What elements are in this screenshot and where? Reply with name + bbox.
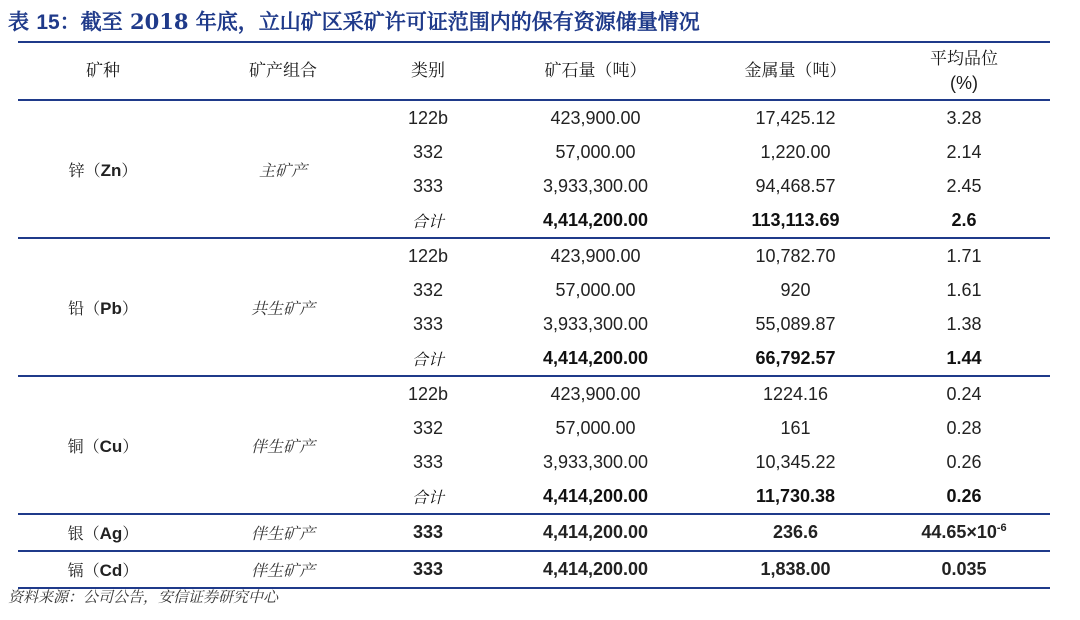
header-ore: 矿石量（吨） <box>478 42 713 100</box>
table-row <box>18 514 1050 551</box>
header-combo: 矿产组合 <box>188 42 378 100</box>
metal-cell: 113,113.69 <box>713 203 878 238</box>
category-cell: 333 <box>378 514 478 551</box>
grade-cell: 0.28 <box>946 417 982 438</box>
table-row <box>18 100 1050 135</box>
header-category: 类别 <box>378 42 478 100</box>
grade-cell: 1.71 <box>946 245 982 266</box>
grade-value: 0.035 <box>941 559 987 579</box>
table-row <box>18 551 1050 588</box>
grade-cell: 0.24 <box>946 383 982 404</box>
category-cell: 122b <box>407 245 449 266</box>
metal-cell: 55,089.87 <box>755 313 836 334</box>
mineral-cell <box>18 551 188 588</box>
table-row <box>18 238 1050 273</box>
mineral-close: ） <box>122 561 139 580</box>
category-cell: 332 <box>412 417 444 438</box>
ore-cell: 4,414,200.00 <box>478 341 713 376</box>
header-mineral: 矿种 <box>18 42 188 100</box>
combo-cell: 伴生矿产 <box>188 551 378 588</box>
category-cell: 122b <box>407 107 449 128</box>
metal-cell: 161 <box>780 417 811 438</box>
mineral-name: 铅（ <box>68 298 101 318</box>
ore-cell: 4,414,200.00 <box>478 551 713 588</box>
metal-cell: 1224.16 <box>762 383 829 404</box>
mineral-close: ） <box>121 160 138 180</box>
category-cell: 332 <box>412 279 444 300</box>
category-cell: 合计 <box>378 203 478 238</box>
mineral-symbol: Cu <box>99 436 123 456</box>
category-cell: 合计 <box>378 341 478 376</box>
grade-cell: 2.14 <box>946 141 982 162</box>
category-cell: 333 <box>378 551 478 588</box>
table-body <box>18 100 1050 588</box>
metal-cell: 10,345.22 <box>755 451 836 472</box>
grade-cell: 2.45 <box>946 175 982 196</box>
grade-cell: 0.26 <box>946 451 982 472</box>
mineral-name: 镉（ <box>67 561 100 580</box>
header-grade-line2: (%) <box>950 72 978 93</box>
metal-cell: 66,792.57 <box>713 341 878 376</box>
ore-cell: 3,933,300.00 <box>542 451 649 472</box>
mineral-cell <box>18 100 188 238</box>
metal-cell: 10,782.70 <box>755 245 836 266</box>
mineral-cell <box>18 238 188 376</box>
ore-cell: 423,900.00 <box>550 107 641 128</box>
category-cell: 122b <box>407 383 449 404</box>
ore-cell: 3,933,300.00 <box>542 313 649 334</box>
grade-cell: 1.44 <box>878 341 1050 376</box>
ore-cell: 57,000.00 <box>555 141 636 162</box>
category-cell: 332 <box>412 141 444 162</box>
source-note: 资料来源：公司公告，安信证券研究中心 <box>8 588 279 606</box>
header-metal: 金属量（吨） <box>713 42 878 100</box>
mineral-symbol: Ag <box>99 524 123 543</box>
grade-cell: 3.28 <box>946 107 982 128</box>
metal-cell: 920 <box>780 279 811 300</box>
mineral-name: 银（ <box>67 524 100 543</box>
category-cell: 333 <box>412 175 444 196</box>
grade-cell <box>878 514 1050 551</box>
table-row <box>18 376 1050 411</box>
category-cell: 合计 <box>378 479 478 514</box>
header-grade <box>878 42 1050 100</box>
mineral-symbol: Zn <box>100 160 122 180</box>
title-prefix: 表 <box>8 9 37 34</box>
grade-cell: 1.38 <box>946 313 982 334</box>
ore-cell: 4,414,200.00 <box>478 203 713 238</box>
ore-cell: 4,414,200.00 <box>478 479 713 514</box>
table-title <box>8 6 700 38</box>
grade-cell: 2.6 <box>878 203 1050 238</box>
title-number: 15 <box>36 11 60 34</box>
ore-cell: 4,414,200.00 <box>478 514 713 551</box>
metal-cell: 1,220.00 <box>760 141 831 162</box>
grade-exponent: -6 <box>996 522 1007 534</box>
combo-cell: 伴生矿产 <box>188 514 378 551</box>
mineral-close: ） <box>122 524 139 543</box>
combo-cell: 伴生矿产 <box>188 376 378 514</box>
mineral-symbol: Pb <box>100 298 122 318</box>
combo-cell: 共生矿产 <box>188 238 378 376</box>
category-cell: 333 <box>412 451 444 472</box>
mineral-name: 锌（ <box>68 160 101 180</box>
ore-cell: 57,000.00 <box>555 279 636 300</box>
combo-cell: 主矿产 <box>188 100 378 238</box>
metal-cell: 94,468.57 <box>755 175 836 196</box>
grade-value: 44.65×10 <box>921 522 997 542</box>
ore-cell: 423,900.00 <box>550 245 641 266</box>
title-text: ：截至 2018 年底，立山矿区采矿许可证范围内的保有资源储量情况 <box>59 9 700 34</box>
mineral-name: 铜（ <box>67 436 100 456</box>
grade-cell: 1.61 <box>946 279 982 300</box>
mineral-close: ） <box>122 436 139 456</box>
grade-cell <box>878 551 1050 588</box>
category-cell: 333 <box>412 313 444 334</box>
reserves-table <box>18 41 1050 589</box>
metal-cell: 11,730.38 <box>713 479 878 514</box>
ore-cell: 57,000.00 <box>555 417 636 438</box>
mineral-cell <box>18 514 188 551</box>
mineral-cell <box>18 376 188 514</box>
metal-cell: 17,425.12 <box>755 107 836 128</box>
ore-cell: 423,900.00 <box>550 383 641 404</box>
header-grade-line1: 平均品位 <box>930 48 998 69</box>
header-row <box>18 42 1050 100</box>
grade-cell: 0.26 <box>878 479 1050 514</box>
mineral-close: ） <box>121 298 138 318</box>
mineral-symbol: Cd <box>99 561 123 580</box>
metal-cell: 236.6 <box>713 514 878 551</box>
metal-cell: 1,838.00 <box>713 551 878 588</box>
ore-cell: 3,933,300.00 <box>542 175 649 196</box>
